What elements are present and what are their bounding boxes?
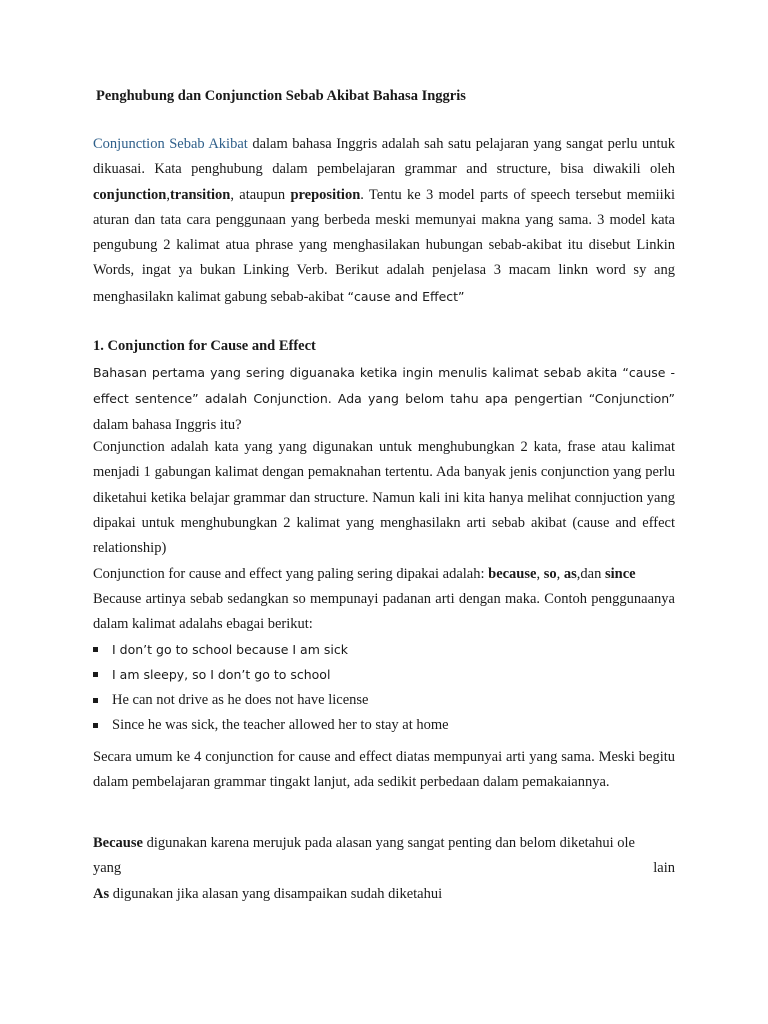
example-text: Since he was sick, the teacher allowed her to stay at home: [112, 716, 449, 733]
sep-3: ,dan: [576, 566, 605, 582]
as-label: As: [93, 886, 110, 902]
list-item: [93, 688, 675, 713]
intro-text-4: . Tentu ke 3 model parts of speech tersebut memiiki aturan dan tata cara penggunaan yang berbeda meski memunyai makna yang sama. 3 model kata pengubung 2 kalimat atua phrase yang menghasilakan hubungan sebab-akibat itu disebut Linkin Words, ingat ya bukan Linking Verb. Berikut adalah penjelasa 3 macam linkn word sy ang menghasilakn kalimat gabung sebab-akibat: [93, 186, 675, 305]
keyword-conjunction: conjunction: [93, 186, 167, 203]
sep-2: ,: [556, 566, 564, 582]
because-yang: yang: [93, 860, 122, 876]
example-text: He can not drive as he does not have license: [112, 691, 369, 708]
list-item: [93, 662, 675, 687]
because-label: Because: [93, 835, 143, 851]
sep-1: ,: [536, 566, 544, 582]
because-text: digunakan karena merujuk pada alasan yang sangat penting dan belom diketahui ole: [142, 835, 635, 851]
keyword-because: because: [488, 566, 537, 582]
intro-quote: “cause and Effect”: [347, 288, 465, 304]
because-lain: lain: [653, 860, 675, 876]
because-paragraph-line-2: [93, 856, 675, 881]
keyword-preposition: preposition: [290, 186, 361, 203]
intro-text-3: , ataupun: [230, 186, 291, 203]
example-list: [93, 637, 675, 738]
as-paragraph: [93, 882, 675, 907]
section-paragraph-1-sans: Bahasan pertama yang sering diguanaka ketika ingin menulis kalimat sebab akita “cause - effect sentence” adalah Conjunction. Ada yang belom tahu apa pengertian “Conjunction”: [93, 365, 675, 407]
section-paragraph-5: Secara umum ke 4 conjunction for cause and effect diatas mempunyai arti yang sama. Meski begitu dalam pembelajaran grammar tingakt lanjut, ada sedikit perbedaan dalam pemakaiannya.: [93, 749, 675, 791]
bullet-icon: [93, 723, 98, 728]
keyword-transition: transition: [169, 186, 231, 203]
list-item: [93, 713, 675, 738]
bullet-icon: [93, 672, 98, 677]
keyword-since: since: [604, 566, 636, 582]
intro-text-1: dalam bahasa Inggris adalah sah satu pelajaran yang sangat perlu untuk dikuasai. Kata penghubung dalam pembelajaran grammar and structure, bisa diwakili oleh: [93, 136, 675, 178]
intro-comma: ,: [166, 186, 170, 203]
intro-paragraph: [93, 132, 675, 310]
p3-intro: Conjunction for cause and effect yang paling sering dipakai adalah:: [93, 566, 489, 582]
example-text: I am sleepy, so I don’t go to school: [112, 667, 331, 683]
example-text: I don’t go to school because I am sick: [112, 642, 348, 657]
document-title: Penghubung dan Conjunction Sebab Akibat Bahasa Inggris: [96, 88, 466, 104]
bullet-icon: [93, 698, 98, 703]
section-paragraph-2: Conjunction adalah kata yang yang digunakan untuk menghubungkan 2 kata, frase atau kalimat menjadi 1 gabungan kalimat dengan pemaknahan tertentu. Ada banyak jenis conjunction yang perlu diketahui ketika belajar grammar dan structure. Namun kali ini kita hanya melihat connjuction yang dipakai untuk menghubungkan 2 kalimat yang menghasilakn arti sebab akibat (cause and effect relationship): [93, 439, 675, 557]
keyword-as: as: [563, 566, 577, 582]
section-paragraph-1-end: dalam bahasa Inggris itu?: [93, 416, 242, 433]
section-paragraph-4: Because artinya sebab sedangkan so mempunayi padanan arti dengan maka. Contoh penggunaanya dalam kalimat adalahs ebagai berikut:: [93, 591, 675, 633]
keyword-so: so: [543, 566, 557, 582]
conjunction-sebab-akibat-link[interactable]: Conjunction Sebab Akibat: [93, 136, 248, 152]
section-paragraph-1: [93, 360, 675, 438]
section-heading: 1. Conjunction for Cause and Effect: [93, 338, 316, 354]
bullet-icon: [93, 647, 98, 652]
as-text: digunakan jika alasan yang disampaikan sudah diketahui: [109, 886, 443, 902]
list-item: [93, 637, 675, 662]
because-paragraph: [93, 831, 675, 856]
section-paragraph-3: [93, 562, 675, 587]
